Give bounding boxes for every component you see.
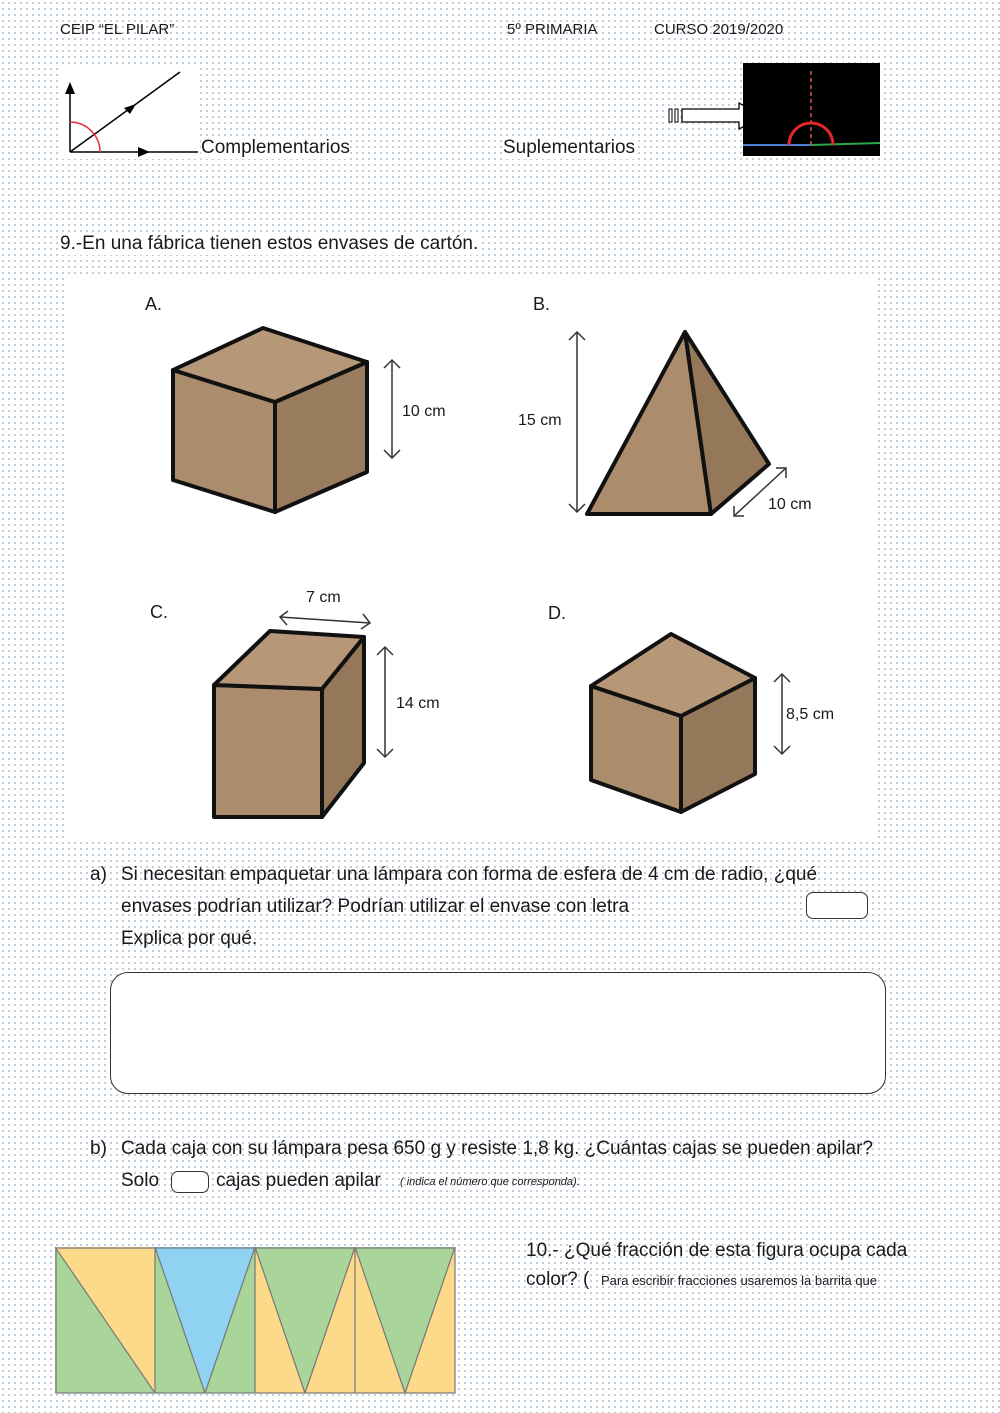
question-10-note: Para escribir fracciones usaremos la barrita que (601, 1273, 878, 1288)
part-b-note: ( indica el número que corresponda). (400, 1176, 580, 1188)
measure-b-height: 15 cm (518, 412, 562, 429)
part-b-marker: b) (90, 1138, 107, 1159)
boxes-count-input[interactable] (171, 1171, 209, 1193)
part-b-suffix: cajas pueden apilar (216, 1170, 381, 1191)
question-10-line2: color? ( (526, 1269, 590, 1290)
figure-d-letter: D. (548, 603, 566, 623)
measure-c-height: 14 cm (396, 695, 440, 712)
complementary-angle-diagram (58, 64, 198, 159)
part-b-prefix: Solo (121, 1170, 160, 1191)
supplementary-angle-diagram (743, 63, 880, 156)
part-a-marker: a) (90, 864, 107, 885)
figure-c-letter: C. (150, 602, 168, 622)
grade-label: 5º PRIMARIA (507, 21, 598, 38)
part-a-line3: Explica por qué. (121, 928, 258, 949)
dimension-arrow-a (380, 358, 404, 462)
explanation-textarea[interactable] (110, 972, 886, 1094)
question-9-title: 9.-En una fábrica tienen estos envases de cartón. (60, 233, 479, 254)
question-10-line1: 10.- ¿Qué fracción de esta figura ocupa cada (526, 1240, 908, 1261)
box-a-cube (165, 322, 375, 522)
supplementary-label: Suplementarios (503, 137, 636, 158)
figure-a-letter: A. (145, 294, 163, 314)
measure-a: 10 cm (402, 403, 446, 420)
box-d-cube (583, 628, 763, 818)
measure-d: 8,5 cm (786, 706, 835, 723)
figure-b-letter: B. (533, 294, 551, 314)
envelope-letter-input[interactable] (806, 892, 868, 919)
part-a-line2: envases podrían utilizar? Podrían utilizar el envase con letra (121, 896, 630, 917)
part-b-line1: Cada caja con su lámpara pesa 650 g y resiste 1,8 kg. ¿Cuántas cajas se pueden apilar? (121, 1138, 874, 1159)
measure-c-width: 7 cm (306, 589, 341, 606)
measure-b-base: 10 cm (768, 496, 812, 513)
box-c-prism (210, 627, 370, 823)
school-year: CURSO 2019/2020 (654, 21, 784, 38)
school-name: CEIP “EL PILAR” (60, 21, 175, 38)
part-a-line1: Si necesitan empaquetar una lámpara con forma de esfera de 4 cm de radio, ¿qué (121, 864, 818, 885)
complementary-label: Complementarios (201, 137, 350, 158)
fraction-figure (55, 1247, 457, 1395)
